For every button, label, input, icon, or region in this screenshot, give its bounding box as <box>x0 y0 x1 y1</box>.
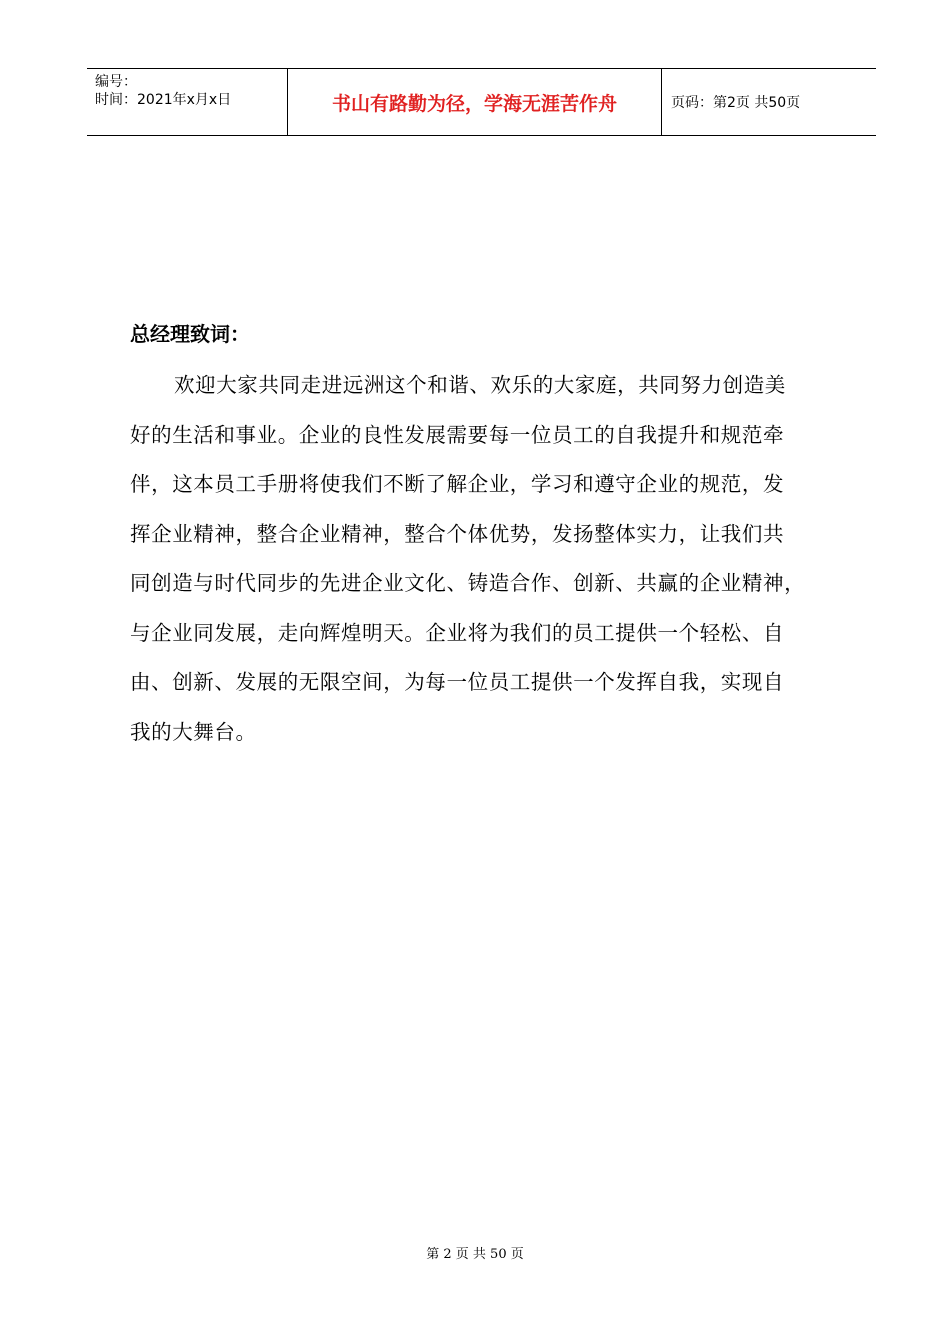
section-heading: 总经理致词： <box>130 322 250 346</box>
page-footer: 第 2 页 共 50 页 <box>426 1247 524 1262</box>
header-page-info: 页码：第2页 共50页 <box>671 95 801 111</box>
paragraph-line: 好的生活和事业。企业的良性发展需要每一位员工的自我提升和规范牵 <box>130 422 785 447</box>
header-meta-cell <box>87 69 288 135</box>
paragraph-line: 由、创新、发展的无限空间，为每一位员工提供一个发挥自我，实现自 <box>130 670 785 694</box>
time-label: 时间：2021年x月x日 <box>95 92 232 108</box>
header-motto-cell <box>288 69 662 135</box>
serial-number-label: 编号： <box>95 74 137 90</box>
paragraph-line: 伴，这本员工手册将使我们不断了解企业，学习和遵守企业的规范，发 <box>130 472 785 496</box>
paragraph-line: 与企业同发展，走向辉煌明天。企业将为我们的员工提供一个轻松、自 <box>130 620 785 645</box>
header-page-cell <box>662 69 876 135</box>
page-header <box>87 68 876 136</box>
paragraph-line: 我的大舞台。 <box>130 719 257 744</box>
paragraph-line: 挥企业精神，整合企业精神，整合个体优势，发扬整体实力，让我们共 <box>130 521 785 546</box>
body-paragraph <box>130 371 850 767</box>
paragraph-line: 同创造与时代同步的先进企业文化、铸造合作、创新、共赢的企业精神， <box>130 571 806 595</box>
header-motto: 书山有路勤为径，学海无涯苦作舟 <box>331 93 617 115</box>
paragraph-line: 欢迎大家共同走进远洲这个和谐、欢乐的大家庭，共同努力创造美 <box>174 373 786 397</box>
